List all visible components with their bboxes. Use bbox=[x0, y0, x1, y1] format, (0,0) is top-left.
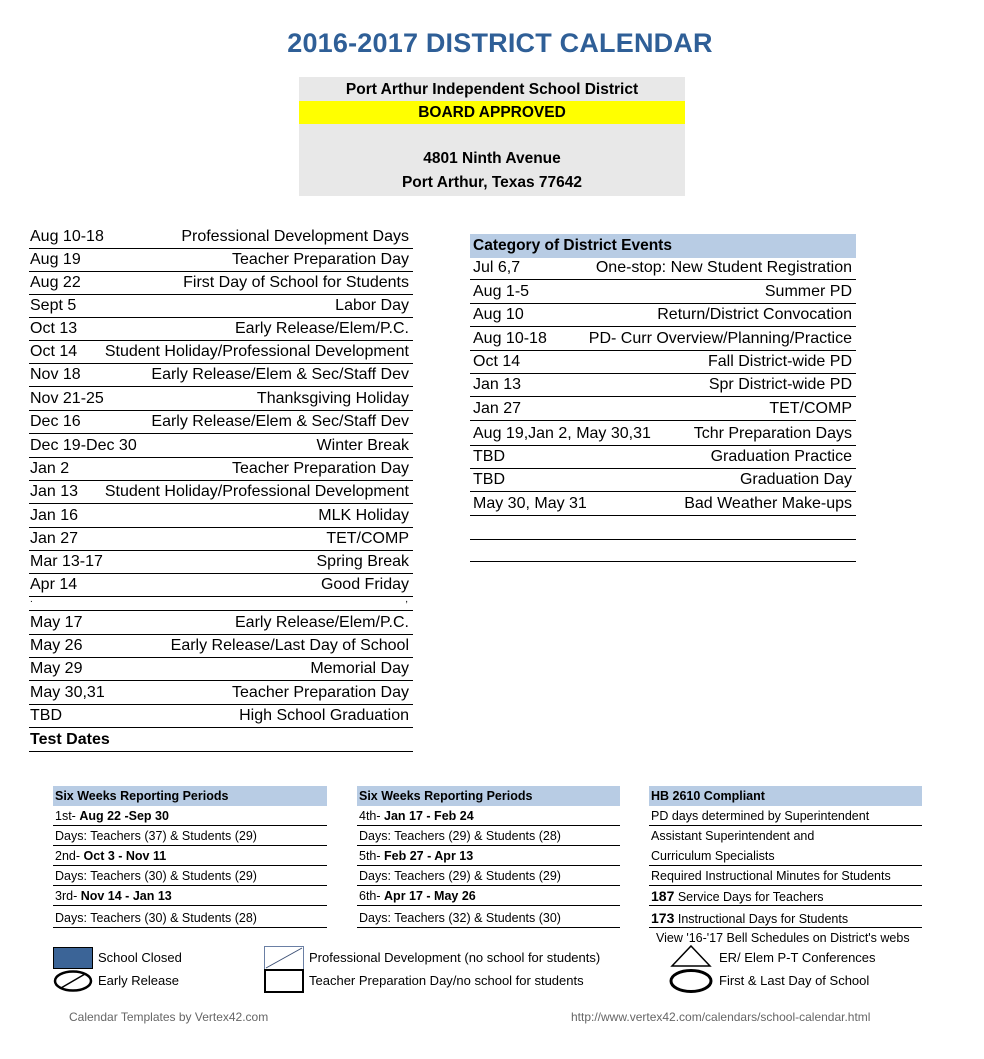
event-name: Early Release/Elem & Sec/Staff Dev bbox=[151, 366, 409, 383]
event-date: Mar 13-17 bbox=[30, 553, 103, 570]
period-row bbox=[357, 886, 620, 906]
category-row bbox=[470, 258, 856, 280]
event-row bbox=[29, 318, 413, 341]
event-name: Labor Day bbox=[335, 297, 409, 314]
event-row bbox=[29, 635, 413, 658]
category-event: One-stop: New Student Registration bbox=[595, 259, 852, 276]
legend-school-closed: School Closed bbox=[98, 950, 182, 965]
period-label: 2nd- bbox=[55, 849, 81, 863]
event-date: May 29 bbox=[30, 660, 83, 677]
period-days: Days: Teachers (37) & Students (29) bbox=[53, 826, 327, 846]
legend-early-release: Early Release bbox=[98, 973, 179, 988]
event-row bbox=[29, 411, 413, 434]
divider bbox=[470, 539, 856, 540]
district-name: Port Arthur Independent School District bbox=[345, 81, 639, 98]
category-date: TBD bbox=[473, 471, 505, 488]
category-event: Graduation Practice bbox=[710, 448, 852, 465]
test-dates-row bbox=[29, 728, 413, 752]
category-event: Return/District Convocation bbox=[657, 306, 852, 323]
hb2610-line: Curriculum Specialists bbox=[649, 846, 922, 866]
legend-first-last-day: First & Last Day of School bbox=[719, 973, 870, 988]
category-date: Aug 10-18 bbox=[473, 330, 547, 347]
category-event: Tchr Preparation Days bbox=[693, 425, 852, 442]
event-row bbox=[29, 249, 413, 272]
category-row bbox=[470, 351, 856, 374]
event-name: Professional Development Days bbox=[181, 228, 409, 245]
period-dates: Oct 3 - Nov 11 bbox=[83, 849, 167, 863]
hb2610-line: PD days determined by Superintendent bbox=[649, 806, 922, 826]
event-row bbox=[29, 387, 413, 411]
period-label: 3rd- bbox=[55, 889, 78, 903]
event-date: Dec 16 bbox=[30, 413, 81, 430]
category-date: Jan 13 bbox=[473, 376, 522, 393]
category-date: Jul 6,7 bbox=[473, 259, 521, 276]
period-dates: Jan 17 - Feb 24 bbox=[384, 809, 474, 823]
event-name: Winter Break bbox=[316, 437, 409, 454]
legend-teacher-prep: Teacher Preparation Day/no school for students bbox=[309, 973, 584, 988]
event-date: Jan 16 bbox=[30, 507, 79, 524]
hb2610-line: Required Instructional Minutes for Students bbox=[649, 866, 922, 886]
category-row bbox=[470, 446, 856, 469]
teacher-days-row bbox=[649, 886, 922, 906]
period-label: 5th- bbox=[359, 849, 381, 863]
event-row bbox=[29, 528, 413, 551]
event-name: Early Release/Last Day of School bbox=[170, 637, 409, 654]
category-row bbox=[470, 421, 856, 446]
event-date: Aug 10-18 bbox=[30, 228, 104, 245]
event-name: , bbox=[405, 594, 408, 605]
event-date: May 30,31 bbox=[30, 684, 105, 701]
period-label: 1st- bbox=[55, 809, 76, 823]
event-name: Memorial Day bbox=[310, 660, 409, 677]
event-date: Oct 13 bbox=[30, 320, 78, 337]
event-date: Jan 27 bbox=[30, 530, 79, 547]
event-name: Student Holiday/Professional Development bbox=[104, 343, 409, 360]
event-name: Teacher Preparation Day bbox=[232, 251, 409, 268]
event-row bbox=[29, 434, 413, 458]
divider bbox=[470, 561, 856, 562]
category-row bbox=[470, 327, 856, 351]
event-row bbox=[29, 594, 413, 611]
professional-development-swatch bbox=[264, 946, 304, 970]
category-heading: Category of District Events bbox=[470, 234, 856, 258]
footer-right: http://www.vertex42.com/calendars/school-calendar.html bbox=[571, 1010, 871, 1024]
period-days: Days: Teachers (32) & Students (30) bbox=[357, 906, 620, 928]
period-row bbox=[357, 806, 620, 826]
hb2610-table bbox=[649, 786, 922, 946]
event-date: Jan 13 bbox=[30, 483, 79, 500]
teacher-days-label: Service Days for Teachers bbox=[677, 890, 824, 904]
student-days-label: Instructional Days for Students bbox=[677, 912, 849, 926]
category-event: Graduation Day bbox=[739, 471, 852, 488]
category-row bbox=[470, 492, 856, 516]
district-info-box bbox=[299, 77, 685, 196]
event-date: Nov 21-25 bbox=[30, 390, 104, 407]
event-date: Aug 22 bbox=[30, 274, 81, 291]
event-date: Sept 5 bbox=[30, 297, 77, 314]
event-name: Early Release/Elem/P.C. bbox=[235, 320, 409, 337]
event-name: Student Holiday/Professional Development bbox=[104, 483, 409, 500]
six-weeks-table-2 bbox=[357, 786, 620, 932]
category-row bbox=[470, 304, 856, 327]
triangle-icon bbox=[670, 944, 712, 968]
event-date: Apr 14 bbox=[30, 576, 78, 593]
event-row bbox=[29, 658, 413, 681]
six-weeks-heading: Six Weeks Reporting Periods bbox=[53, 786, 327, 806]
six-weeks-table-1 bbox=[53, 786, 327, 932]
event-date: Dec 19-Dec 30 bbox=[30, 437, 137, 454]
event-name: Early Release/Elem & Sec/Staff Dev bbox=[151, 413, 409, 430]
category-date: Jan 27 bbox=[473, 400, 522, 417]
period-dates: Nov 14 - Jan 13 bbox=[80, 889, 172, 903]
category-row bbox=[470, 469, 856, 492]
teacher-prep-swatch bbox=[264, 969, 304, 993]
period-row bbox=[53, 806, 327, 826]
event-row bbox=[29, 705, 413, 728]
period-days: Days: Teachers (30) & Students (28) bbox=[53, 906, 327, 928]
event-name: Spring Break bbox=[316, 553, 409, 570]
category-row bbox=[470, 374, 856, 397]
event-date: Jan 2 bbox=[30, 460, 70, 477]
hb2610-line: Assistant Superintendent and bbox=[651, 829, 815, 843]
event-date: TBD bbox=[30, 707, 62, 724]
six-weeks-heading: Six Weeks Reporting Periods bbox=[357, 786, 620, 806]
event-date: . bbox=[30, 594, 33, 605]
event-name: High School Graduation bbox=[239, 707, 409, 724]
category-event: Summer PD bbox=[764, 283, 852, 300]
period-dates: Feb 27 - Apr 13 bbox=[384, 849, 474, 863]
legend-professional-development: Professional Development (no school for students) bbox=[309, 950, 601, 965]
event-name: Good Friday bbox=[320, 576, 409, 593]
category-date: Aug 1-5 bbox=[473, 283, 530, 300]
category-event: Bad Weather Make-ups bbox=[684, 495, 852, 512]
legend-conferences: ER/ Elem P-T Conferences bbox=[719, 950, 876, 965]
event-row bbox=[29, 574, 413, 597]
event-row bbox=[29, 551, 413, 574]
category-event: Spr District-wide PD bbox=[708, 376, 852, 393]
event-date: May 17 bbox=[30, 614, 83, 631]
address-line-2: Port Arthur, Texas 77642 bbox=[401, 174, 583, 191]
category-row bbox=[470, 397, 856, 421]
category-date: TBD bbox=[473, 448, 505, 465]
period-dates: Aug 22 -Sep 30 bbox=[79, 809, 169, 823]
period-row bbox=[53, 886, 327, 906]
address-line-1: 4801 Ninth Avenue bbox=[423, 150, 561, 167]
event-row bbox=[29, 458, 413, 481]
page-title: 2016-2017 DISTRICT CALENDAR bbox=[287, 28, 713, 58]
event-date: May 26 bbox=[30, 637, 83, 654]
board-approved-banner: BOARD APPROVED bbox=[299, 101, 685, 124]
event-name: Thanksgiving Holiday bbox=[256, 390, 409, 407]
event-row bbox=[29, 272, 413, 295]
category-date: Aug 19,Jan 2, May 30,31 bbox=[473, 425, 651, 442]
teacher-days-count: 187 bbox=[651, 888, 675, 904]
bell-schedule-note: View '16-'17 Bell Schedules on District's webs bbox=[656, 931, 910, 945]
event-name: MLK Holiday bbox=[318, 507, 409, 524]
early-release-icon bbox=[52, 969, 94, 993]
category-date: Oct 14 bbox=[473, 353, 521, 370]
event-name: TET/COMP bbox=[326, 530, 409, 547]
event-date: Oct 14 bbox=[30, 343, 78, 360]
footer-left: Calendar Templates by Vertex42.com bbox=[69, 1010, 269, 1024]
period-row bbox=[357, 846, 620, 866]
event-row bbox=[29, 481, 413, 504]
category-event: Fall District-wide PD bbox=[707, 353, 852, 370]
hb2610-heading: HB 2610 Compliant bbox=[649, 786, 922, 806]
event-date: Aug 19 bbox=[30, 251, 81, 268]
category-date: May 30, May 31 bbox=[473, 495, 587, 512]
event-row bbox=[29, 226, 413, 249]
event-row bbox=[29, 681, 413, 705]
event-row bbox=[29, 364, 413, 387]
period-row bbox=[53, 846, 327, 866]
event-row bbox=[29, 295, 413, 318]
event-name: First Day of School for Students bbox=[183, 274, 409, 291]
event-name: Teacher Preparation Day bbox=[232, 460, 409, 477]
period-label: 6th- bbox=[359, 889, 381, 903]
event-row bbox=[29, 504, 413, 528]
category-event: PD- Curr Overview/Planning/Practice bbox=[588, 330, 852, 347]
student-days-count: 173 bbox=[651, 910, 675, 926]
event-name: Early Release/Elem/P.C. bbox=[235, 614, 409, 631]
oval-icon bbox=[668, 968, 714, 994]
category-row bbox=[470, 280, 856, 304]
event-row bbox=[29, 611, 413, 635]
period-label: 4th- bbox=[359, 809, 381, 823]
category-date: Aug 10 bbox=[473, 306, 524, 323]
period-dates: Apr 17 - May 26 bbox=[384, 889, 476, 903]
event-name: Teacher Preparation Day bbox=[232, 684, 409, 701]
school-closed-swatch bbox=[53, 947, 93, 969]
event-row bbox=[29, 341, 413, 364]
period-days: Days: Teachers (30) & Students (29) bbox=[53, 866, 327, 886]
period-days: Days: Teachers (29) & Students (28) bbox=[357, 826, 620, 846]
period-days: Days: Teachers (29) & Students (29) bbox=[357, 866, 620, 886]
category-event: TET/COMP bbox=[769, 400, 852, 417]
event-date: Nov 18 bbox=[30, 366, 81, 383]
student-days-row bbox=[649, 906, 922, 928]
test-dates-label: Test Dates bbox=[30, 731, 110, 748]
